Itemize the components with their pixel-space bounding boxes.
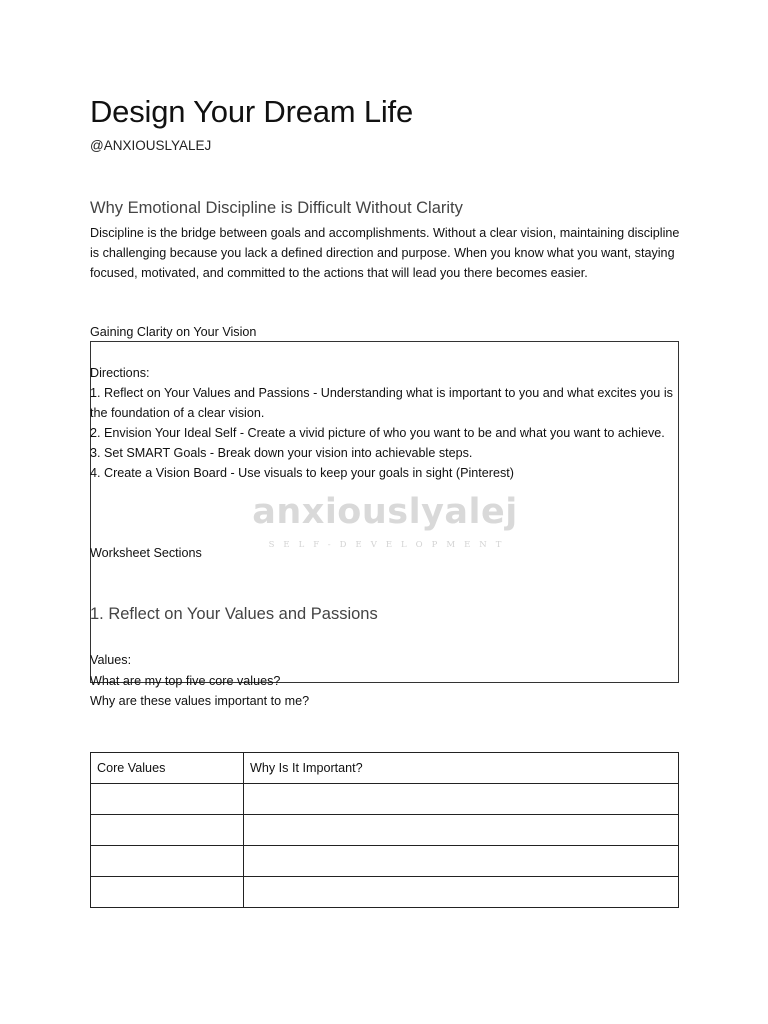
table-cell[interactable] bbox=[244, 784, 679, 815]
direction-item: 1. Reflect on Your Values and Passions - Understanding what is important to you and what excites you is the foundation of a clear vision. bbox=[90, 386, 673, 420]
table-header-core-values: Core Values bbox=[91, 753, 244, 784]
watermark-subtitle: SELF-DEVELOPMENT bbox=[268, 540, 511, 550]
watermark-text: anxiouslyalej bbox=[252, 492, 518, 532]
reflect-heading: 1. Reflect on Your Values and Passions bbox=[90, 605, 378, 623]
worksheet-sections-label: Worksheet Sections bbox=[90, 546, 202, 560]
question-why-important: Why are these values important to me? bbox=[90, 694, 310, 708]
directions-list bbox=[90, 383, 680, 483]
intro-paragraph: Discipline is the bridge between goals and accomplishments. Without a clear vision, maintaining discipline is challenging because you lack a defined direction and purpose. When you know what you want, staying focused, motivated, and committed to the actions that will lead you there becomes easier. bbox=[90, 226, 680, 280]
table-row bbox=[91, 784, 679, 815]
table-cell[interactable] bbox=[91, 846, 244, 877]
direction-item: 3. Set SMART Goals - Break down your vision into achievable steps. bbox=[90, 446, 473, 460]
table-row bbox=[91, 815, 679, 846]
gaining-clarity-heading: Gaining Clarity on Your Vision bbox=[90, 325, 257, 339]
table-row bbox=[91, 846, 679, 877]
table-row bbox=[91, 877, 679, 908]
table-header-row bbox=[91, 753, 679, 784]
page-title: Design Your Dream Life bbox=[90, 94, 414, 129]
question-top-values: What are my top five core values? bbox=[90, 674, 281, 688]
core-values-table bbox=[90, 752, 679, 908]
table-cell[interactable] bbox=[91, 784, 244, 815]
table-cell[interactable] bbox=[91, 877, 244, 908]
table-cell[interactable] bbox=[91, 815, 244, 846]
author-handle: @ANXIOUSLYALEJ bbox=[90, 138, 212, 153]
table-cell[interactable] bbox=[244, 846, 679, 877]
table-cell[interactable] bbox=[244, 877, 679, 908]
section-heading: Why Emotional Discipline is Difficult Without Clarity bbox=[90, 199, 463, 217]
directions-label: Directions: bbox=[90, 366, 150, 380]
table-cell[interactable] bbox=[244, 815, 679, 846]
direction-item: 4. Create a Vision Board - Use visuals to keep your goals in sight (Pinterest) bbox=[90, 466, 514, 480]
direction-item: 2. Envision Your Ideal Self - Create a vivid picture of who you want to be and what you want to achieve. bbox=[90, 426, 665, 440]
values-label: Values: bbox=[90, 653, 132, 667]
table-header-why-important: Why Is It Important? bbox=[244, 753, 679, 784]
